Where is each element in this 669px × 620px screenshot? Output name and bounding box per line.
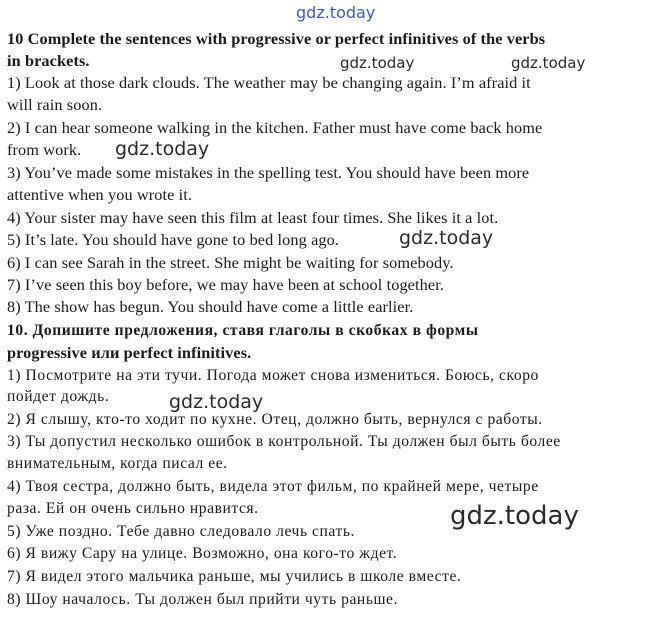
- exercise-heading-ru-line-1: 10. Допишите предложения, ставя глаголы в скобках в формы: [7, 322, 479, 339]
- watermark: gdz.today: [511, 54, 586, 72]
- watermark: gdz.today: [340, 54, 415, 72]
- answer-line: 3) You’ve made some mistakes in the spelling test. You should have been more: [7, 163, 530, 182]
- watermark: gdz.today: [450, 501, 579, 531]
- translation-line: 1) Посмотрите на эти тучи. Погода может снова измениться. Боюсь, скоро: [7, 367, 539, 384]
- translation-line: раза. Ей он очень сильно нравится.: [7, 500, 259, 517]
- answer-line: attentive when you wrote it.: [7, 185, 193, 204]
- exercise-heading-ru-line-2: progressive или perfect infinitives.: [7, 343, 252, 362]
- translation-line: 6) Я вижу Сару на улице. Возможно, она кого-то ждет.: [7, 545, 398, 562]
- translation-line: внимательным, когда писал ее.: [7, 455, 228, 472]
- translation-line: 3) Ты допустил несколько ошибок в контрольной. Ты должен был быть более: [7, 433, 561, 450]
- translation-line: 7) Я видел этого мальчика раньше, мы учились в школе вместе.: [7, 568, 462, 585]
- translation-line: 8) Шоу началось. Ты должен был прийти чуть раньше.: [7, 591, 398, 608]
- answer-line: 1) Look at those dark clouds. The weather may be changing again. I’m afraid it: [7, 73, 531, 92]
- translation-line: 5) Уже поздно. Тебе давно следовало лечь спать.: [7, 523, 355, 540]
- watermark: gdz.today: [169, 391, 264, 413]
- answer-line: 5) It’s late. You should have gone to bed long ago.: [7, 230, 340, 249]
- translation-line: 2) Я слышу, кто-то ходит по кухне. Отец, должно быть, вернулся с работы.: [7, 411, 543, 428]
- answer-line: 2) I can hear someone walking in the kitchen. Father must have come back home: [7, 118, 543, 137]
- answer-line: 6) I can see Sarah in the street. She might be waiting for somebody.: [7, 253, 454, 272]
- translation-line: 4) Твоя сестра, должно быть, видела этот фильм, по крайней мере, четыре: [7, 478, 539, 495]
- answer-line: from work.: [7, 140, 82, 159]
- answer-line: 4) Your sister may have seen this film at least four times. She likes it a lot.: [7, 208, 499, 227]
- exercise-heading-en-line-2: in brackets.: [7, 51, 90, 70]
- answer-line: 8) The show has begun. You should have come a little earlier.: [7, 297, 414, 316]
- exercise-heading-en-line-1: 10 Complete the sentences with progressive or perfect infinitives of the verbs: [7, 29, 546, 48]
- answer-line: will rain soon.: [7, 95, 103, 114]
- watermark: gdz.today: [115, 138, 210, 160]
- answer-line: 7) I’ve seen this boy before, we may have been at school together.: [7, 275, 444, 294]
- watermark: gdz.today: [399, 227, 494, 249]
- translation-line: пойдет дождь.: [7, 388, 110, 405]
- watermark: gdz.today: [296, 3, 376, 22]
